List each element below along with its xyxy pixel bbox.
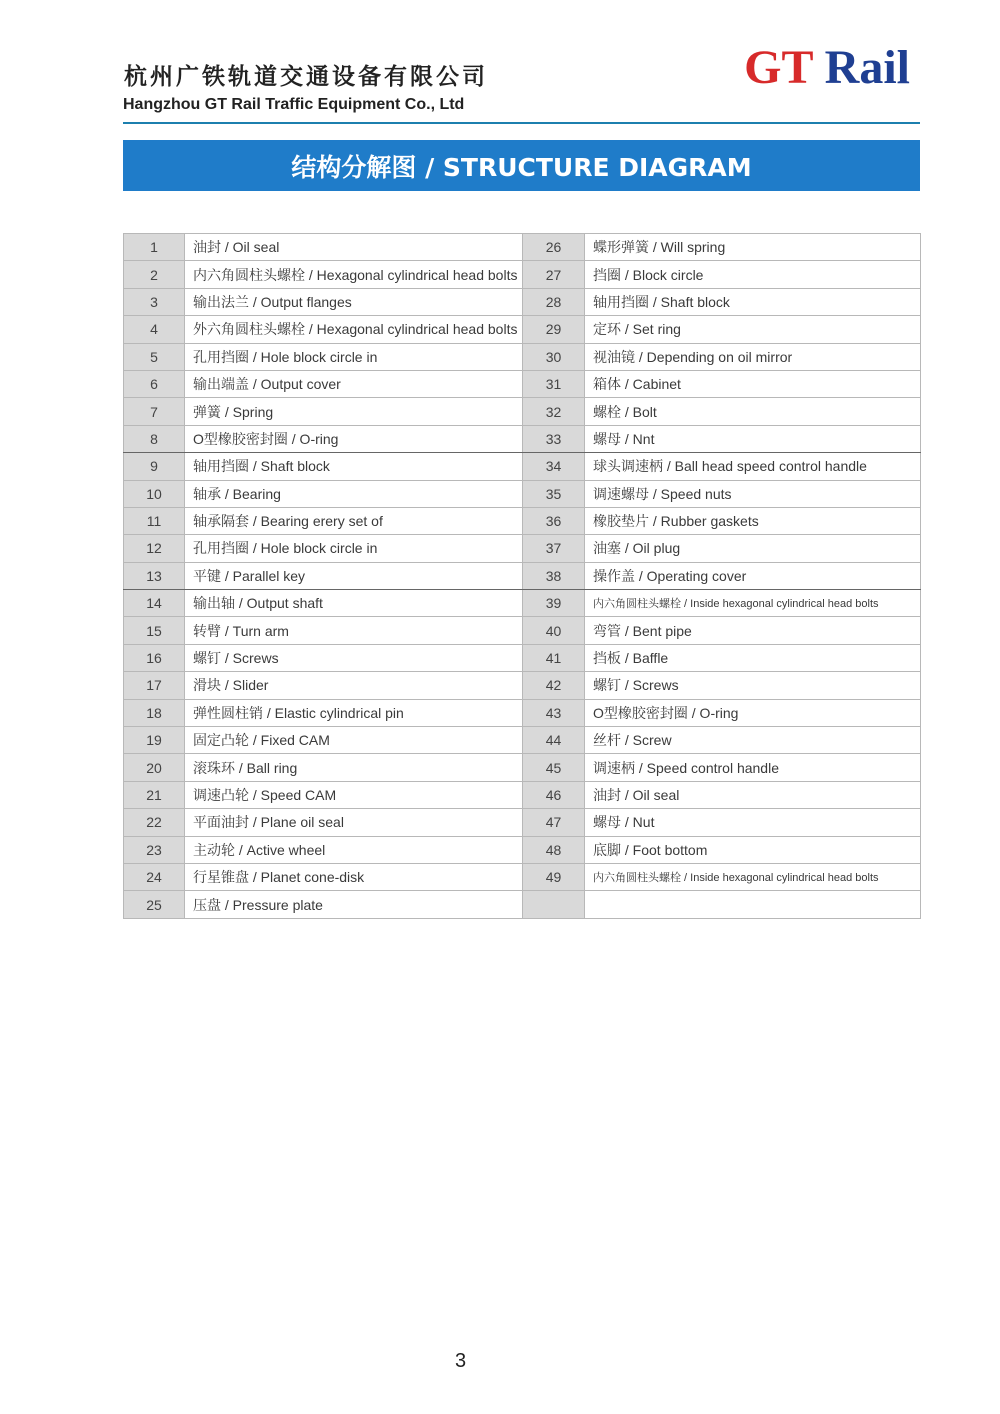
- part-number: 28: [523, 288, 585, 315]
- part-name: 内六角圆柱头螺栓 / Hexagonal cylindrical head bolts: [185, 261, 523, 288]
- part-number: 2: [124, 261, 185, 288]
- table-row: [124, 836, 921, 863]
- part-number: 21: [124, 781, 185, 808]
- table-row: [124, 453, 921, 480]
- part-name: 箱体 / Cabinet: [585, 370, 921, 397]
- part-number: 1: [124, 234, 185, 261]
- part-name: 平面油封 / Plane oil seal: [185, 809, 523, 836]
- parts-table: [123, 233, 921, 919]
- part-number: 13: [124, 562, 185, 589]
- part-name: 底脚 / Foot bottom: [585, 836, 921, 863]
- part-name: 油塞 / Oil plug: [585, 535, 921, 562]
- company-name-chinese: 杭州广铁轨道交通设备有限公司: [124, 63, 488, 90]
- part-number: 5: [124, 343, 185, 370]
- part-number: 30: [523, 343, 585, 370]
- part-number: 42: [523, 672, 585, 699]
- part-name: 球头调速柄 / Ball head speed control handle: [585, 453, 921, 480]
- part-name: 内六角圆柱头螺栓 / Inside hexagonal cylindrical head bolts: [585, 863, 921, 890]
- part-number: 4: [124, 316, 185, 343]
- part-name: 橡胶垫片 / Rubber gaskets: [585, 507, 921, 534]
- table-row: [124, 754, 921, 781]
- part-name: 平键 / Parallel key: [185, 562, 523, 589]
- part-name: 转臂 / Turn arm: [185, 617, 523, 644]
- table-row: [124, 234, 921, 261]
- part-number: 9: [124, 453, 185, 480]
- table-row: [124, 809, 921, 836]
- table-row: [124, 398, 921, 425]
- part-name: 滑块 / Slider: [185, 672, 523, 699]
- part-name: 轴承隔套 / Bearing erery set of: [185, 507, 523, 534]
- part-name: O型橡胶密封圈 / O-ring: [185, 425, 523, 452]
- part-name: 视油镜 / Depending on oil mirror: [585, 343, 921, 370]
- part-number: 40: [523, 617, 585, 644]
- part-name: 轴用挡圈 / Shaft block: [585, 288, 921, 315]
- part-number: 7: [124, 398, 185, 425]
- part-name: O型橡胶密封圈 / O-ring: [585, 699, 921, 726]
- table-row: [124, 425, 921, 452]
- part-number: 46: [523, 781, 585, 808]
- part-number: 35: [523, 480, 585, 507]
- table-row: [124, 644, 921, 671]
- part-number: 44: [523, 727, 585, 754]
- part-name: 输出法兰 / Output flanges: [185, 288, 523, 315]
- part-number: 37: [523, 535, 585, 562]
- part-number: 20: [124, 754, 185, 781]
- table-row: [124, 727, 921, 754]
- part-number: 10: [124, 480, 185, 507]
- part-name: 挡圈 / Block circle: [585, 261, 921, 288]
- section-banner: [123, 140, 920, 191]
- part-number: 36: [523, 507, 585, 534]
- part-number: 33: [523, 425, 585, 452]
- part-number: 32: [523, 398, 585, 425]
- part-number: 16: [124, 644, 185, 671]
- table-row: [124, 863, 921, 890]
- part-name: 螺钉 / Screws: [185, 644, 523, 671]
- part-number: 14: [124, 590, 185, 617]
- gt-rail-logo: [744, 40, 910, 95]
- part-name: 螺栓 / Bolt: [585, 398, 921, 425]
- part-number: 25: [124, 891, 185, 918]
- part-name: 螺母 / Nnt: [585, 425, 921, 452]
- part-number: 8: [124, 425, 185, 452]
- logo-rail-text: Rail: [824, 41, 910, 94]
- part-name: 轴用挡圈 / Shaft block: [185, 453, 523, 480]
- part-number: [523, 891, 585, 918]
- part-number: 43: [523, 699, 585, 726]
- part-name: 外六角圆柱头螺栓 / Hexagonal cylindrical head bolts: [185, 316, 523, 343]
- page-number: 3: [454, 1350, 467, 1372]
- logo-gt-text: GT: [744, 41, 813, 94]
- table-row: [124, 891, 921, 918]
- table-row: [124, 343, 921, 370]
- table-row: [124, 562, 921, 589]
- part-number: 11: [124, 507, 185, 534]
- part-name: 调速柄 / Speed control handle: [585, 754, 921, 781]
- part-name: 弯管 / Bent pipe: [585, 617, 921, 644]
- part-name: 操作盖 / Operating cover: [585, 562, 921, 589]
- part-name: 输出端盖 / Output cover: [185, 370, 523, 397]
- company-name-english: Hangzhou GT Rail Traffic Equipment Co., Ltd: [123, 96, 465, 113]
- part-number: 39: [523, 590, 585, 617]
- part-name: 螺母 / Nut: [585, 809, 921, 836]
- part-number: 47: [523, 809, 585, 836]
- part-number: 41: [523, 644, 585, 671]
- banner-title: 结构分解图 / STRUCTURE DIAGRAM: [291, 152, 752, 182]
- part-number: 18: [124, 699, 185, 726]
- part-number: 17: [124, 672, 185, 699]
- part-name: 行星锥盘 / Planet cone-disk: [185, 863, 523, 890]
- table-row: [124, 781, 921, 808]
- table-row: [124, 261, 921, 288]
- part-name: 滚珠环 / Ball ring: [185, 754, 523, 781]
- part-name: 挡板 / Baffle: [585, 644, 921, 671]
- part-name: [585, 891, 921, 918]
- part-number: 27: [523, 261, 585, 288]
- part-name: 弹性圆柱销 / Elastic cylindrical pin: [185, 699, 523, 726]
- table-row: [124, 590, 921, 617]
- header-divider: [123, 122, 920, 124]
- part-name: 内六角圆柱头螺栓 / Inside hexagonal cylindrical head bolts: [585, 590, 921, 617]
- table-row: [124, 316, 921, 343]
- part-name: 调速螺母 / Speed nuts: [585, 480, 921, 507]
- part-number: 3: [124, 288, 185, 315]
- part-name: 主动轮 / Active wheel: [185, 836, 523, 863]
- part-number: 19: [124, 727, 185, 754]
- part-number: 6: [124, 370, 185, 397]
- part-name: 输出轴 / Output shaft: [185, 590, 523, 617]
- part-number: 26: [523, 234, 585, 261]
- part-name: 螺钉 / Screws: [585, 672, 921, 699]
- part-name: 固定凸轮 / Fixed CAM: [185, 727, 523, 754]
- table-row: [124, 617, 921, 644]
- table-row: [124, 507, 921, 534]
- part-number: 22: [124, 809, 185, 836]
- part-number: 24: [124, 863, 185, 890]
- part-name: 压盘 / Pressure plate: [185, 891, 523, 918]
- table-row: [124, 535, 921, 562]
- part-name: 弹簧 / Spring: [185, 398, 523, 425]
- part-name: 孔用挡圈 / Hole block circle in: [185, 343, 523, 370]
- part-number: 38: [523, 562, 585, 589]
- part-number: 49: [523, 863, 585, 890]
- part-number: 45: [523, 754, 585, 781]
- part-number: 34: [523, 453, 585, 480]
- part-name: 定环 / Set ring: [585, 316, 921, 343]
- table-row: [124, 699, 921, 726]
- part-name: 油封 / Oil seal: [185, 234, 523, 261]
- part-name: 蝶形弹簧 / Will spring: [585, 234, 921, 261]
- part-name: 油封 / Oil seal: [585, 781, 921, 808]
- part-number: 23: [124, 836, 185, 863]
- part-number: 31: [523, 370, 585, 397]
- table-row: [124, 288, 921, 315]
- part-name: 孔用挡圈 / Hole block circle in: [185, 535, 523, 562]
- part-name: 丝杆 / Screw: [585, 727, 921, 754]
- part-number: 48: [523, 836, 585, 863]
- part-number: 29: [523, 316, 585, 343]
- part-name: 调速凸轮 / Speed CAM: [185, 781, 523, 808]
- part-number: 12: [124, 535, 185, 562]
- table-row: [124, 370, 921, 397]
- part-name: 轴承 / Bearing: [185, 480, 523, 507]
- table-row: [124, 672, 921, 699]
- table-row: [124, 480, 921, 507]
- part-number: 15: [124, 617, 185, 644]
